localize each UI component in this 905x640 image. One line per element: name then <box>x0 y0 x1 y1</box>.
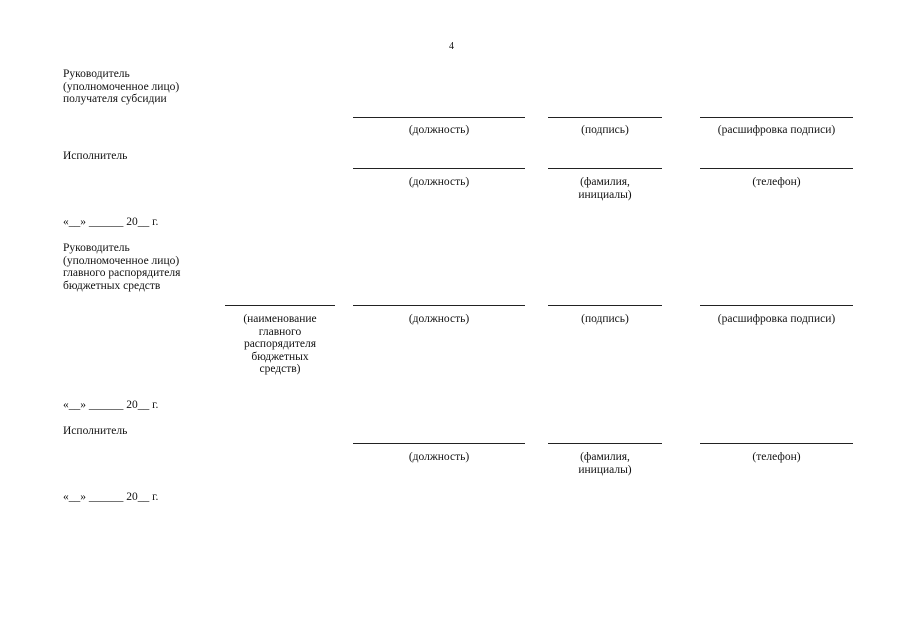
date-field: «__» ______ 20__ г. <box>63 216 159 228</box>
caption-position: (должность) <box>408 313 470 325</box>
caption-signature: (подпись) <box>581 124 629 136</box>
heading-line: (уполномоченное лицо) <box>63 80 180 93</box>
signature-line-position <box>353 305 525 306</box>
page-number: 4 <box>449 41 454 52</box>
executor-label: Исполнитель <box>63 150 128 162</box>
heading-line: Руководитель <box>63 242 130 254</box>
caption-position: (должность) <box>408 176 470 188</box>
heading-line: (уполномоченное лицо) <box>63 254 180 267</box>
signature-line-organization <box>225 305 335 306</box>
executor-line-name <box>548 443 662 444</box>
caption-signature-decoding: (расшифровка подписи) <box>717 124 836 136</box>
caption-organization-name <box>225 313 335 376</box>
caption-phone: (телефон) <box>752 176 801 188</box>
signature-line-signature <box>548 305 662 306</box>
executor-line-position <box>353 168 525 169</box>
caption-line: инициалы) <box>578 188 632 201</box>
recipient-head-heading <box>63 68 179 106</box>
caption-surname-initials <box>548 451 662 476</box>
heading-line: получателя субсидии <box>63 93 167 105</box>
executor-label: Исполнитель <box>63 425 128 437</box>
caption-line: распорядителя <box>243 338 317 350</box>
executor-line-phone <box>700 168 853 169</box>
caption-line: средств) <box>259 363 301 375</box>
signature-line-signature <box>548 117 662 118</box>
budget-manager-heading <box>63 242 180 292</box>
signature-line-decoding <box>700 117 853 118</box>
signature-line-decoding <box>700 305 853 306</box>
heading-line: бюджетных средств <box>63 279 161 292</box>
heading-line: главного распорядителя <box>63 267 181 279</box>
caption-line: (фамилия, <box>580 451 630 463</box>
date-field: «__» ______ 20__ г. <box>63 399 159 411</box>
date-field: «__» ______ 20__ г. <box>63 491 159 503</box>
caption-signature-decoding: (расшифровка подписи) <box>717 313 836 325</box>
caption-signature: (подпись) <box>581 313 629 325</box>
caption-surname-initials <box>548 176 662 201</box>
caption-position: (должность) <box>408 451 470 463</box>
signature-line-position <box>353 117 525 118</box>
executor-line-name <box>548 168 662 169</box>
caption-phone: (телефон) <box>752 451 801 463</box>
heading-line: Руководитель <box>63 68 130 80</box>
caption-line: (фамилия, <box>580 176 630 188</box>
caption-position: (должность) <box>408 124 470 136</box>
caption-line: инициалы) <box>578 463 632 476</box>
caption-line: бюджетных <box>251 350 309 363</box>
executor-line-phone <box>700 443 853 444</box>
caption-line: главного <box>258 325 302 338</box>
caption-line: (наименование <box>243 313 317 325</box>
executor-line-position <box>353 443 525 444</box>
